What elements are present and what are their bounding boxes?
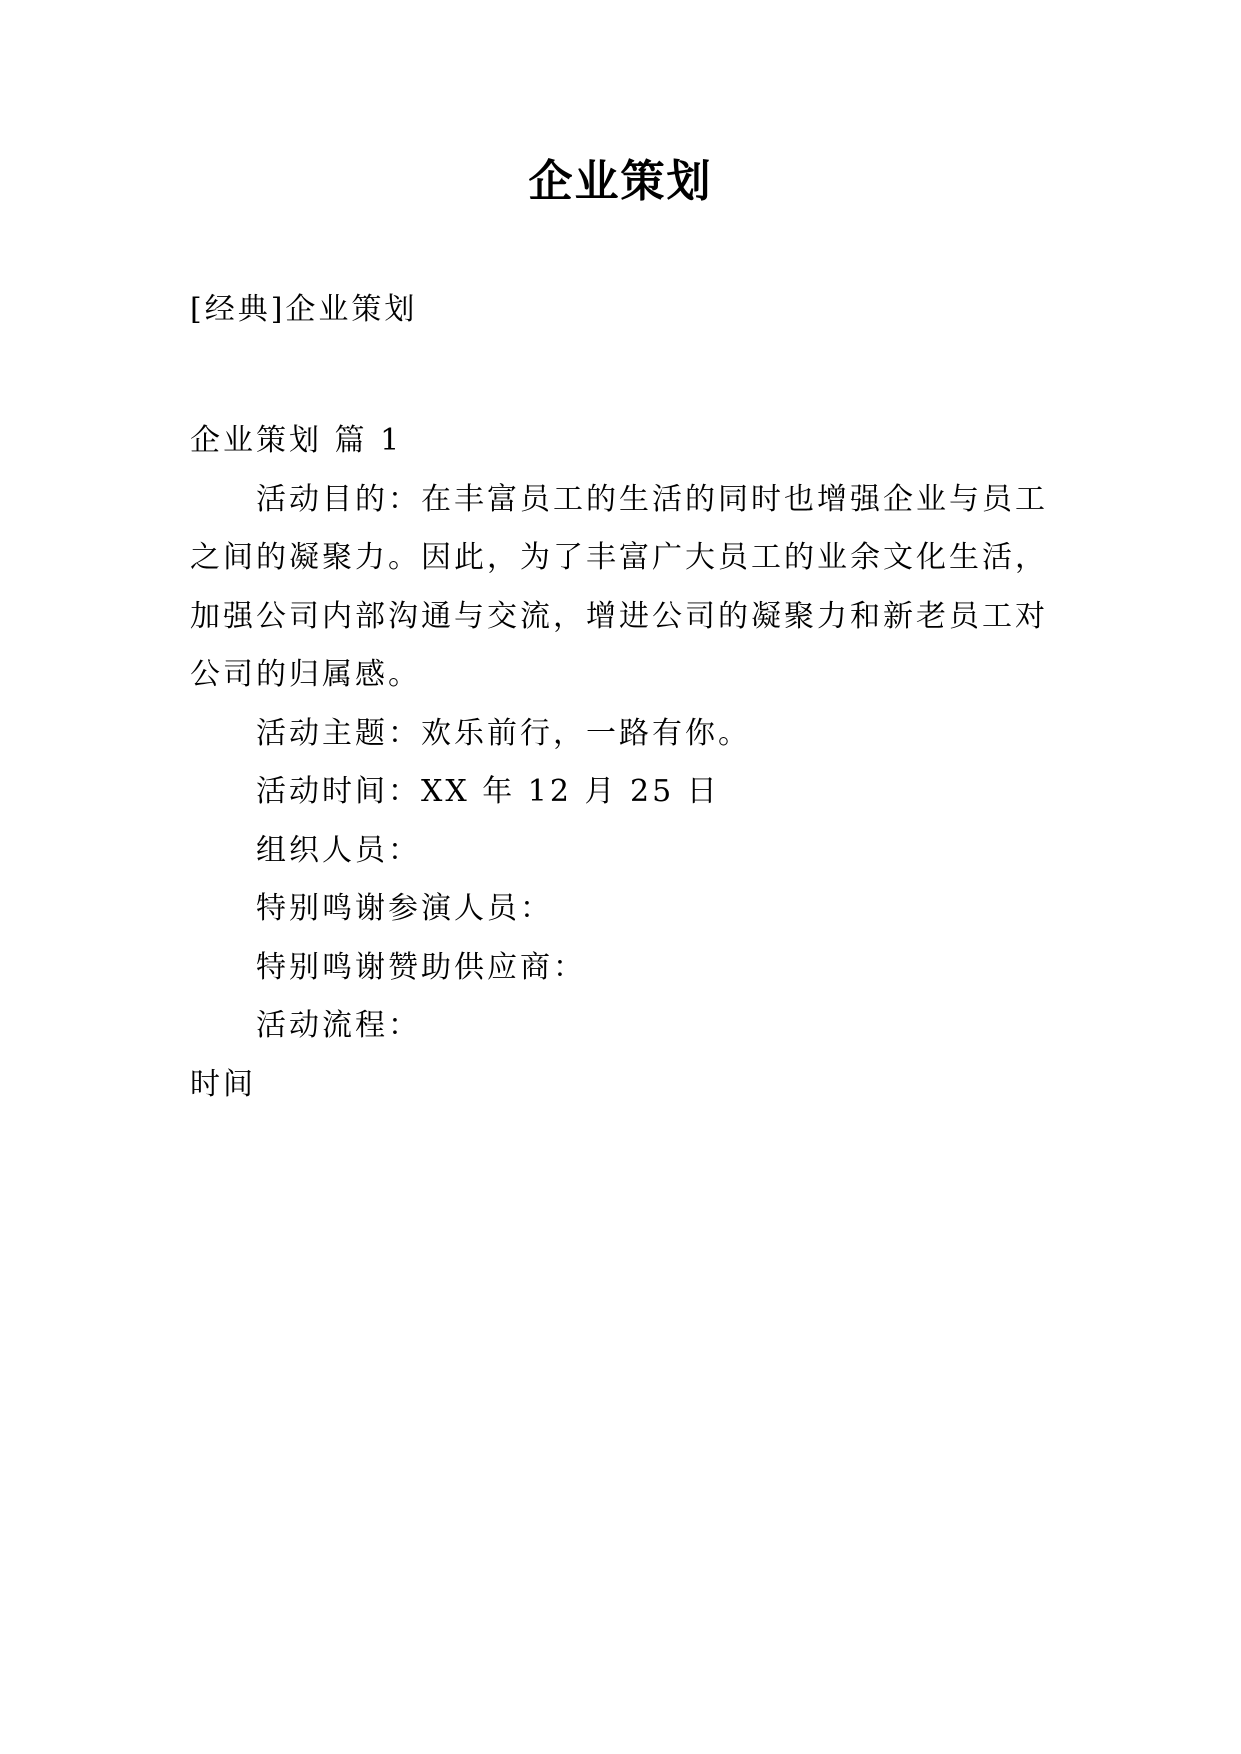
- thanks-sponsors: 特别鸣谢赞助供应商：: [256, 949, 586, 985]
- activity-theme: 活动主题：欢乐前行，一路有你。: [256, 715, 751, 751]
- thanks-performers: 特别鸣谢参演人员：: [256, 891, 553, 926]
- purpose-line-3: 加强公司内部沟通与交流，增进公司的凝聚力和新老员工对: [190, 598, 1048, 634]
- time-label: 时间: [190, 1066, 256, 1102]
- document-subtitle: [经典]企业策划: [190, 292, 418, 327]
- document-body: [190, 412, 1070, 1114]
- section-heading: 企业策划 篇 1: [190, 423, 403, 458]
- purpose-line-2: 之间的凝聚力。因此，为了丰富广大员工的业余文化生活，: [190, 540, 1048, 575]
- activity-process: 活动流程：: [256, 1008, 421, 1043]
- activity-time: 活动时间：XX 年 12 月 25 日: [256, 774, 720, 809]
- organizers: 组织人员：: [256, 832, 421, 868]
- purpose-line-4: 公司的归属感。: [190, 657, 421, 692]
- document-title: 企业策划: [528, 156, 713, 207]
- purpose-line-1: 活动目的：在丰富员工的生活的同时也增强企业与员工: [256, 481, 1048, 517]
